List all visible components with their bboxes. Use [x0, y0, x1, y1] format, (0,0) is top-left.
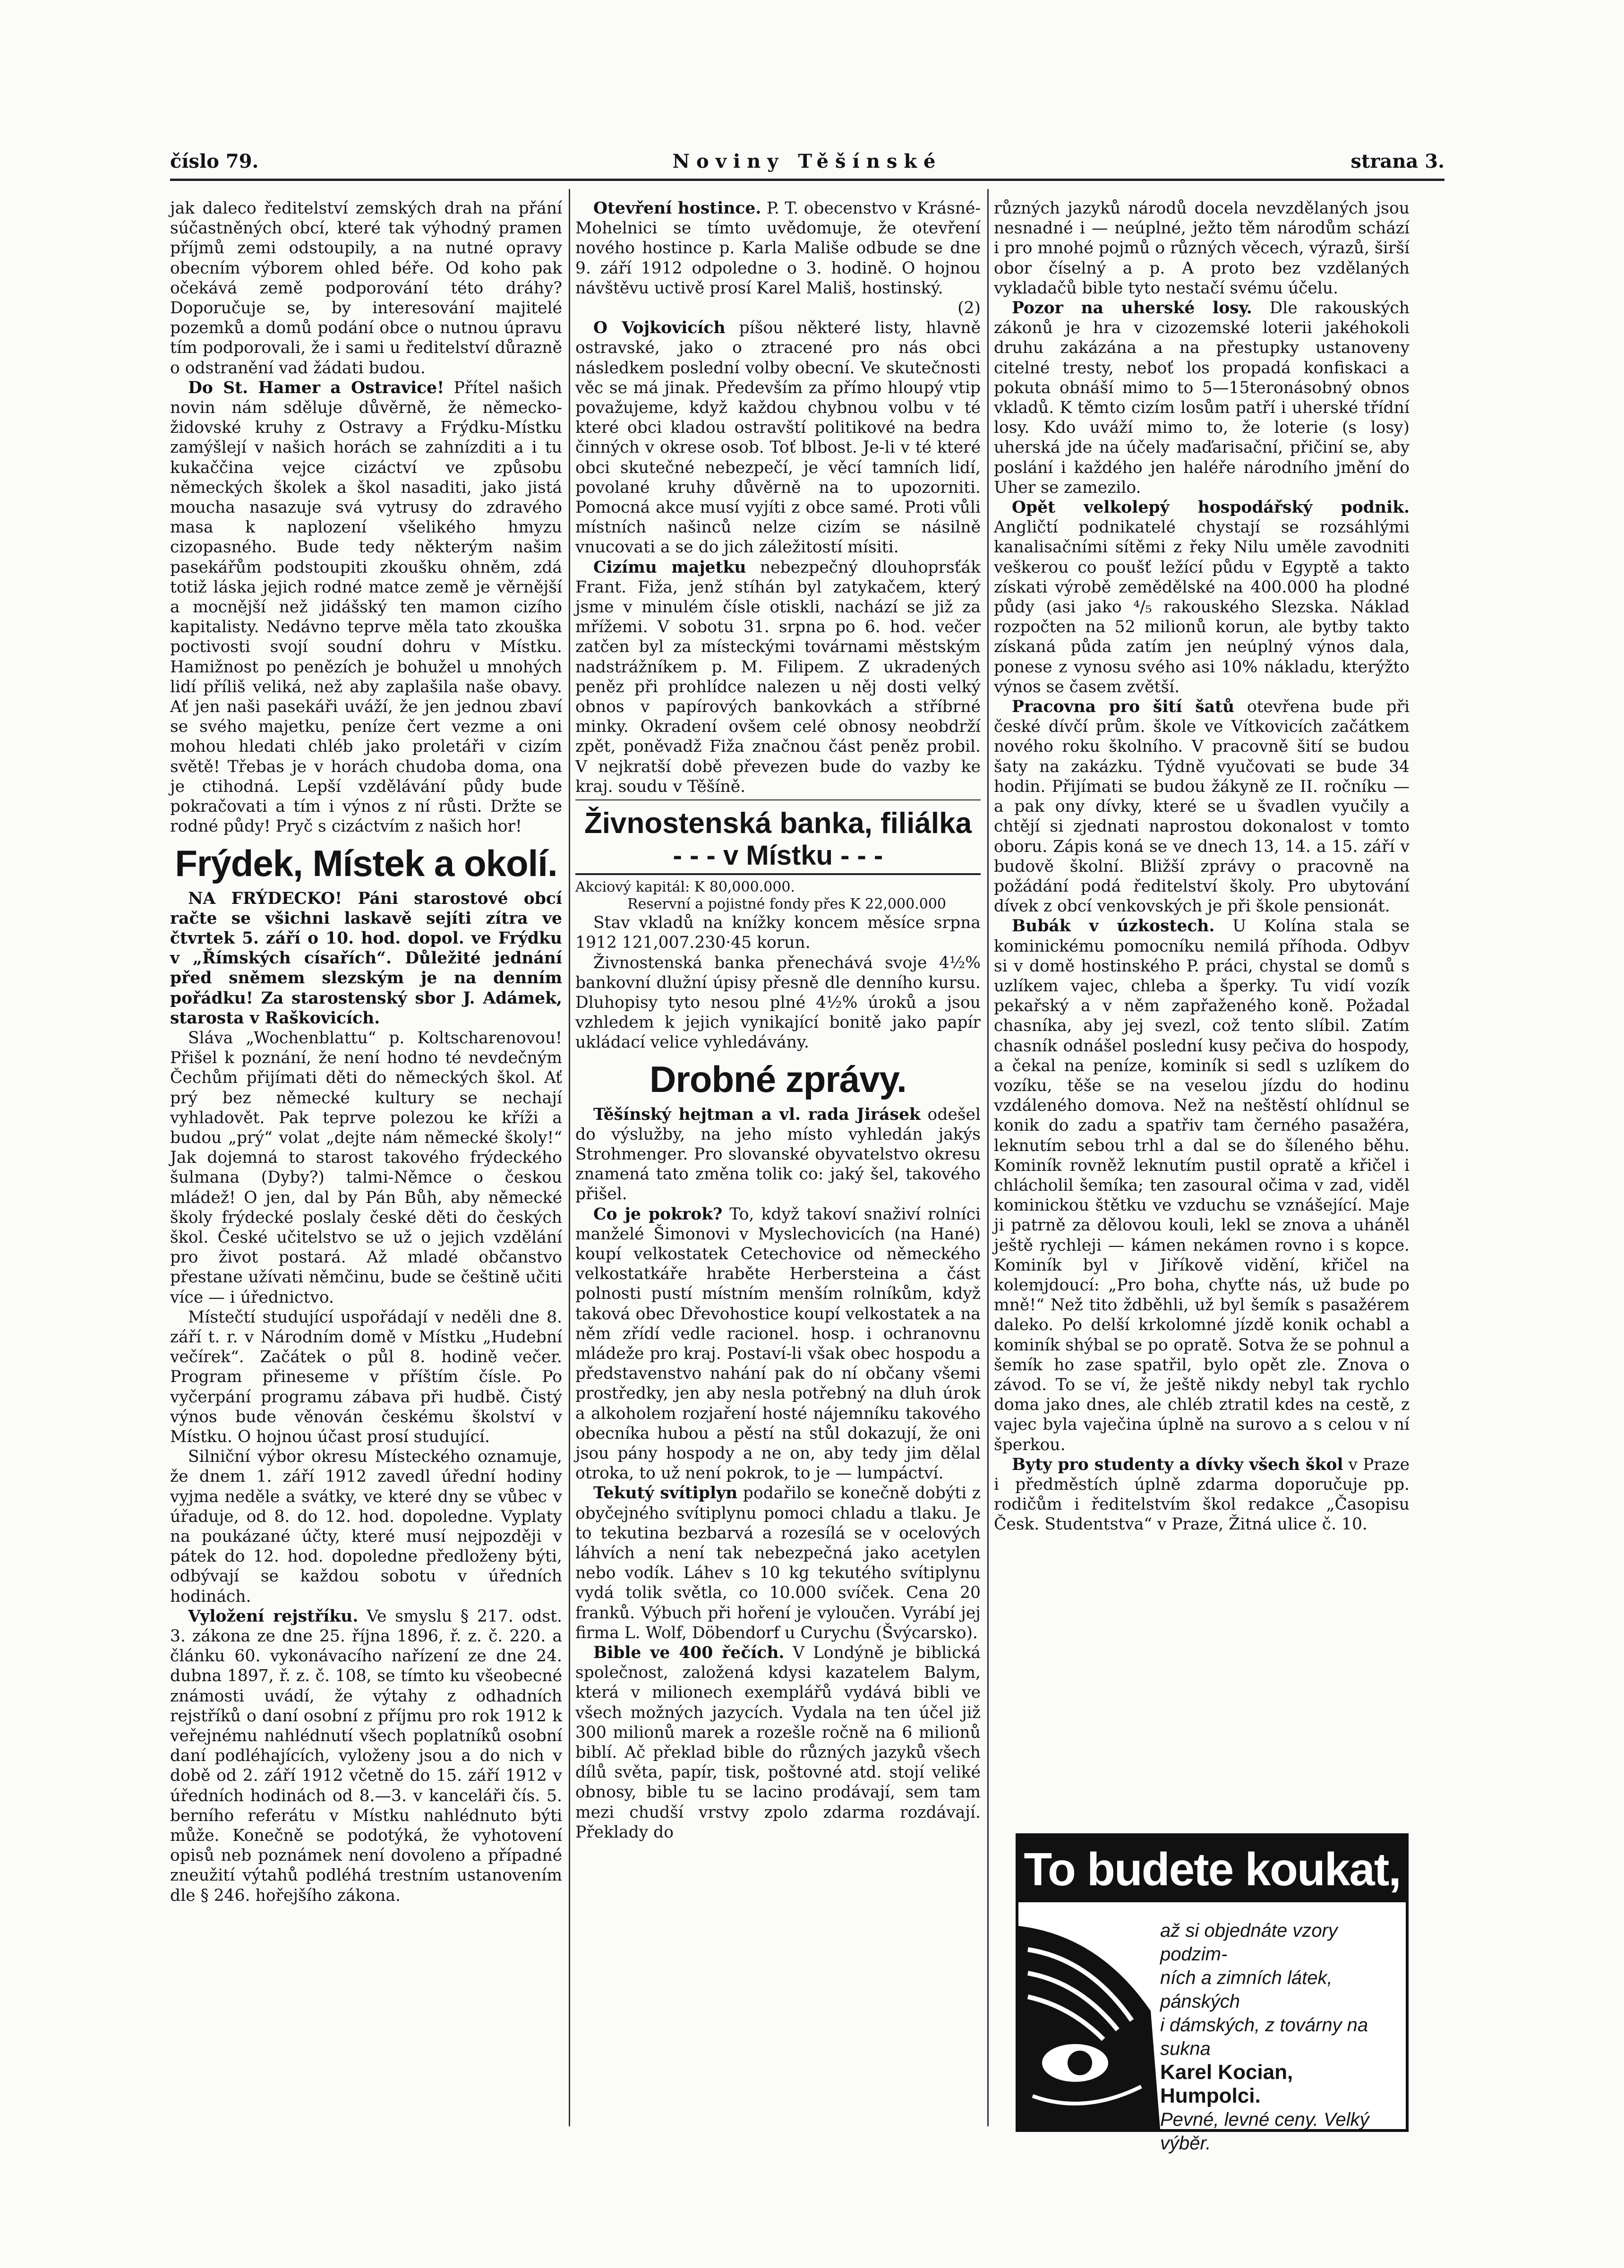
article-paragraph	[575, 1204, 981, 1484]
bank-subtitle: - - - v Místku - - -	[673, 840, 883, 871]
article-paragraph	[575, 1643, 981, 1842]
section-heading: Frýdek, Místek a okolí.	[175, 842, 557, 884]
kocian-advertisement	[1016, 1833, 1409, 2154]
ad-tagline: Pevné, levné ceny. Velký výběr.	[1160, 2109, 1369, 2154]
article-lead: Bubák v úzkostech.	[1012, 917, 1215, 936]
article-body: V Londýně je biblická společnost, založená kdysi kazatelem Balym, která v milionech exemplářů vydává bibli ve všech možných jazycích. Vydala na ten účel již 300 milionů marek a rozešle ročně na 6 milionů biblí. Ač překlad bible do různých jazyků všech dílů světa, papír, tisk, poštovné atd. stojí veliké obnosy, bible tu se lacino prodávají, sem tam mezi chudší vrstvy zpolo zdarma rozdávají. Překlady do	[575, 1643, 981, 1842]
ad-company: Karel Kocian, Humpolci.	[1160, 2061, 1293, 2107]
article-body: Ve smyslu § 217. odst. 3. zákona ze dne 25. října 1896, ř. z. č. 220. a článku 60. vykonávacího nařízení ze dne 24. dubna 1897, ř. z. č. 108, se tímto ku všeobecné známosti uvádí, že výtahy z odhadních rejstříků o daní osobní z příjmu pro rok 1912 k veřejnému nahlédnutí všech poplatníků osobní daní podléhajících, vyloženy jsou a do nich v době od 2. září 1912 včetně do 15. září 1912 v úředních hodinách od 8.—3. v kanceláři čís. 5. berního referátu v Místku nahlédnuto býti může. Konečně se podotýká, že vyhotovení opisů neb poznámek není dovoleno a případné zneužití výtahů podléhá trestním ustanovením dle § 246. hořejšího zákona.	[170, 1606, 562, 1905]
ad-body	[1160, 1919, 1399, 2155]
bank-title: Živnostenská banka, filiálka	[584, 807, 972, 840]
article-lead: O Vojkovicích	[593, 318, 726, 338]
ad-headline: To budete koukat,	[1018, 1836, 1406, 1902]
article-lead: Bible ve 400 řečích.	[593, 1643, 785, 1662]
article-paragraph	[994, 916, 1410, 1454]
article-paragraph	[575, 1105, 981, 1204]
article-paragraph: jak daleco ředitelství zemských drah na přání súčastněných obcí, které tak výhodný pramen příjmů zemi odstoupily, a na nutné opravy obecním výborem ohled béře. Od koho pak očekává země podporování této dráhy? Doporučuje se, by interesování majitelé pozemků a domů podání obce o nutnou úpravu tím podporovali, že i sami u ředitelství důrazně o odstranění vad žádati budou.	[170, 199, 562, 378]
article-paragraph	[170, 378, 562, 837]
column-1	[170, 198, 562, 2126]
article-lead: Byty pro studenty a dívky všech škol	[1012, 1455, 1343, 1474]
article-body: v Praze i předměstích úplně zdarma doporučuje pp. rodičům i ředitelstvím škol redakce „Časopisu Česk. Studentstva“ v Praze, Žitná ulice č. 10.	[994, 1455, 1410, 1534]
article-paragraph	[575, 198, 981, 298]
newspaper-title: Noviny Těšínské	[672, 150, 942, 172]
article-paragraph	[170, 1606, 562, 1906]
article-lead: Cizímu majetku	[593, 558, 746, 577]
issue-number: číslo 79.	[170, 150, 259, 172]
page-header	[170, 150, 1445, 179]
ad-line: až si objednáte vzory podzim-	[1160, 1920, 1338, 1965]
article-lead: Opět velkolepý hospodářský podnik.	[1012, 498, 1410, 517]
article-paragraph: Stav vkladů na knížky koncem měsíce srpna 1912 121,007.230·45 korun.	[575, 913, 981, 953]
article-lead: Co je pokrok?	[593, 1204, 723, 1224]
article-body: odešel do výslužby, na jeho místo vyhledán jakýs Strohmenger. Pro slovanské obyvatelstvo okresu znamená tato změna tolik co: jaký šel, takového přišel.	[575, 1105, 981, 1204]
ad-line: i dámských, z továrny na sukna	[1160, 2015, 1368, 2059]
article-paragraph	[575, 1483, 981, 1643]
article-body: P. T. obecenstvo v Krásné-Mohelnici se tímto uvědomuje, že otevření nového hostince p. Karla Mališe odbude se dne 9. září 1912 odpoledne o 3. hodině. O hojnou návštěvu uctivě prosí Karel Mališ, hostinský.	[575, 199, 981, 298]
article-lead: Pracovna pro šití šatů	[1012, 697, 1235, 717]
article-paragraph: různých jazyků národů docela nevzdělaných jsou nesnadné i — neúplné, ježto těm národům schází i pro mnohé pojmů o různých věcech, výrazů, širší obor číselný a p. A proto bez vzdělaných vykladačů bible tyto nestačí svému účelu.	[994, 199, 1410, 298]
bank-reserves: Reservní a pojistné fondy přes K 22,000.000	[627, 896, 946, 913]
article-body: otevřena bude při české dívčí prům. škole ve Vítkovicích začátkem nového roku školního. V pracovně šití se budou šaty na zakázku. Týdně vyučovati se bude 34 hodin. Přijímati se budou žákyně ze II. ročníku — a pak ony dívky, které se u švadlen vyučily a chtějí si zjednati naprostou dokonalost v tomto oboru. Zápis koná se ve dnech 13, 14. a 15. září v budově školní. Bližší zprávy o pracovně na požádání podá ředitelství školy. Pro ubytování dívek z obcí venkovských je při škole pensionát.	[994, 697, 1410, 916]
page-number: strana 3.	[1350, 150, 1445, 172]
ad-number: (2)	[957, 299, 981, 318]
divider	[575, 799, 981, 800]
article-body: U Kolína stala se kominickému pomocníku nemilá příhoda. Odbyv si v domě hostinského P. práci, chystal se domů s uzlíkem vajec, chleba a šperky. Tu vidí vozík pekařský a v něm zapřaženého koně. Požadal chasníka, aby jej svezl, což tento slíbil. Zatím chasník odnášel poslední kusy pečiva do hospody, a čekal na peníze, kominík si sedl s uzlíkem do vozíku, těše se na veselou jízdu do hodinu vzdáleného domova. Než na neštěstí ohlídnul se konik do zadu a spatřiv tam černého pasažéra, leknutím sebou trhl a dal se do šíleného běhu. Kominík rovněž leknutím pustil opratě a křičel i chlácholil šemíka; ten zasoural očima v zad, viděl kominickou štětku ve vzduchu se vznášející. Maje ji patrně za dělovou kouli, lekl se znova a uháněl ještě rychleji — kámen nekámen rovno i s kopce. Kominík byl v Jiříkově vidění, křičel na kolemjdoucí: „Pro boha, chyťte nás, už bude po mně!“ Než tito ždběhli, už byl šemík s pasažérem daleko. Po delší krkolomné jízdě konik ochabl a kominík shýbal se po opratě. Sotva že se pohnul a šemík ho zase spatřil, bylo opět zle. Znova o závod. To se ví, že ještě nikdy nebyl tak rychlo doma jako dnes, ale chléb ztratil kdes na cestě, z vajec byla vaječina úplně na surovo a s celou v ní šperkou.	[994, 917, 1410, 1454]
article-body: Angličtí podnikatelé chystají se rozsáhlými kanalisačními sítěmi z řeky Nilu uměle zavodniti veškerou co poušť ležící půdu v Egyptě a takto získati výrobě zemědělské na 400.000 ha plodné půdy (asi jako ⁴/₅ rakouského Slezska. Náklad rozpočten na 52 milionů korun, ale bytby takto získaná půda zatím jen neúplný výnos dala, ponese z vynosu svého asi 10% nákladu, kterýžto výnos se časem zvětší.	[994, 518, 1410, 696]
eye-illustration-icon	[1018, 1907, 1160, 2129]
article-lead: Tekutý svítiplyn	[593, 1484, 738, 1503]
article-lead: Vyložení rejstříku.	[188, 1606, 359, 1626]
column-3	[994, 198, 1410, 1824]
column-2	[575, 198, 981, 2126]
article-body: To, když takoví snaživí rolníci manželé Šimonovi v Myslechovicích (na Hané) koupí velkostatek Cetechovice od německého velkostatkáře hraběte Herbersteina a část polnosti pustí místním menším rolníkům, když taková obec Dřevohostice koupí velkostatek a na něm zřídí vedle racionel. hosp. i ochranovnu mládeže pro kraj. Postaví-li však obec hospodu a představenstvo nahání pak do ní občany všemi prostředky, jen aby nesla potřebný na dluh úrok a alkoholem rozjaření hosté nájemníku takového obecníka hubou a pěstí na stůl dokazují, že oni jsou pány hospody a ne on, aby tedy jim dělal otroka, to už není pokrok, to je — lumpáctví.	[575, 1204, 981, 1483]
article-body: Dle rakouských zákonů je hra v cizozemské loterii jakéhokoli druhu zakázána a na přestupky ustanoveny citelné tresty, neboť los propadá konfiskaci a pokuta obnáší mimo to 5—15teronásobný obnos vkladů. K těmto cizím losům patří i uherské třídní losy. Kdo uváží mimo to, že loterie (s losy) uherská jde na účely maďarisační, přičiní se, aby poslání i každého jen haléře národního jmění do Uher se zamezilo.	[994, 299, 1410, 497]
article-lead: Pozor na uherské losy.	[1012, 299, 1252, 318]
bank-capital: Akciový kapitál: K 80,000.000.	[575, 879, 795, 896]
article-paragraph	[575, 558, 981, 797]
article-paragraph: Sláva „Wochenblattu“ p. Koltscharenovou! Přišel k poznání, že není hodno té nevdečným Čechům přijímati děti do německých škol. Ať prý bez německé kultury se nechají vyhladovět. Pak teprve polezou ke kříži a budou „prý“ volat „dejte nám německé školy!“ Jak dojemná to starost takového frýdeckého šulmana (Dyby?) talmi-Němce o českou mládež! O jen, dal by Pán Bůh, aby německé školy frýdecké poslaly české děti do českých škol. České učitelstvo se už o jejich vzdělání pro život postará. Až mladé občanstvo přestane užívati němčinu, bude se češtině učiti více — i úřednictvo.	[170, 1028, 562, 1307]
notice-paragraph: NA FRÝDECKO! Páni starostové obcí račte se všichni laskavě sejíti zítra ve čtvrtek 5. září o 10. hod. dopol. ve Frýdku v „Římských císařích“. Důležité jednání před sněmem slezským je na denním pořádku! Za starostenský sbor J. Adámek, starosta v Raškovicích.	[170, 889, 562, 1028]
article-body: podařilo se konečně dobýti z obyčejného svítiplynu pomoci chladu a tlaku. Je to tekutina bezbarvá a rozesílá se v ocelových láhvích a není tak nebezpečná jako acetylen nebo vodík. Láhev s 10 kg tekutého svítiplynu vydá tolik světla, co 10.000 svíček. Cena 20 franků. Výbuch při hoření je vyloučen. Vyrábí jej firma L. Wolf, Döbendorf u Curychu (Švýcarsko).	[575, 1484, 981, 1642]
article-paragraph: Živnostenská banka přenechává svoje 4½% bankovní dlužní úpisy přesně dle denního kursu. Dluhopisy tyto nesou plné 4½% úroků a jsou vzhledem k jejich vynikající bonitě jako papír ukládací velice vyhledávány.	[575, 953, 981, 1052]
article-lead: Těšínský hejtman a vl. rada Jirásek	[593, 1105, 921, 1124]
article-body: píšou některé listy, hlavně ostravské, jako o ztracené pro nás obci následkem poslední volby obecní. Ve skutečnosti věc se má jinak. Především za přímo hloupý vtip považujeme, když každou chybnou volbu v té které obci kladou ostravští politikové na bedra činných v okrese osob. Toť blbost. Je-li v té které obci skutečné nebezpečí, je věcí tamních lidí, povolané kruhy důvěrně na to upozorniti. Pomocná akce musí vyjíti z obce samé. Proti vůli místních našinců nelze cizím se násilně vnucovati a se do jich záležitostí mísiti.	[575, 318, 981, 557]
section-heading: Drobné zprávy.	[650, 1058, 906, 1100]
article-lead: Do St. Hamer a Ostravice!	[188, 378, 444, 397]
article-body: Přítel našich novin nám sděluje důvěrně, že německo-židovské kruhy z Ostravy a Frýdku-Místku zamýšlejí v našich horách se zahnízditi a i tu kukaččina vejce cizáctví ve způsobu německých školek a škol nasaditi, jako jistá moucha nasazuje svá vytrusy do zdravého masa k naplození všelikého hmyzu cizopasného. Bude tedy některým našim pasekářům podstoupiti zkoušku ohněm, zdá totiž láska jejich rodné matce země je věrnější a mocnější než jidášský ten mamon cizího kapitalisty. Nedávno teprve měla tato zkouška poctivosti svojí soudní dohru v Místku. Hamižnost po penězích je bohužel u mnohých lidí příliš veliká, než aby zaplašila naše obavy. Ať jen naši pasekáři uváží, že jen jednou zbaví se svého majetku, peníze čert vezme a oni mohou hledati chléb jako proletáři v cizím světě! Třebas je v horách chudoba doma, ona je ctihodná. Lepší vzdělávání půdy bude pokračovati a tím i výnos z ní růsti. Držte se rodné půdy! Pryč s cizáctvím z našich hor!	[170, 378, 562, 836]
article-paragraph: Místečtí studující uspořádají v neděli dne 8. září t. r. v Národním domě v Místku „Hudební večírek“. Začátek o půl 8. hodině večer. Program přineseme v příštím čísle. Po vyčerpání programu zábava při hudbě. Čistý výnos bude věnován českému školství v Místku. O hojnou účast prosí studující.	[170, 1307, 562, 1446]
column-divider	[569, 189, 570, 2126]
article-paragraph	[994, 498, 1410, 697]
article-paragraph	[994, 697, 1410, 916]
article-paragraph	[575, 318, 981, 557]
article-paragraph: Silniční výbor okresu Místeckého oznamuje, že dnem 1. září 1912 zavedl úřední hodiny vyjma neděle a svátky, ve které dny se vůbec v úřaduje, od 8. do 12. hod. dopoledne. Vyplaty na poukázané účty, které musí nejpozději v pátek do 12. hod. dopoledne předloženy býti, odbývají se každou sobotu v úředních hodinách.	[170, 1447, 562, 1606]
article-paragraph	[994, 1455, 1410, 1535]
bank-advert	[575, 807, 981, 875]
article-body: nebezpečný dlouhoprsťák Frant. Fiža, jenž stíhán byl zatykačem, který jsme v minulém čísle otiskli, nachází se již za mřížemi. V sobotu 31. srpna po 6. hod. večer zatčen byl za místeckými továrnami městským nadstrážníkem p. M. Filipem. Z ukradených peněz při prohlídce nalezen u něj dosti velký obnos v papírových bankovkách a stříbrné minky. Okradení ovšem celé obnosy neobdrží zpět, poněvadž Fiža značnou část peněz probil. V nejkratší době převezen bude do vazby ke kraj. soudu v Těšíně.	[575, 558, 981, 796]
column-divider	[987, 189, 989, 2126]
header-rule	[170, 179, 1445, 181]
ad-line: ních a zimních látek, pánských	[1160, 1967, 1333, 2012]
article-paragraph	[994, 298, 1410, 498]
article-lead: Otevření hostince.	[593, 199, 761, 218]
